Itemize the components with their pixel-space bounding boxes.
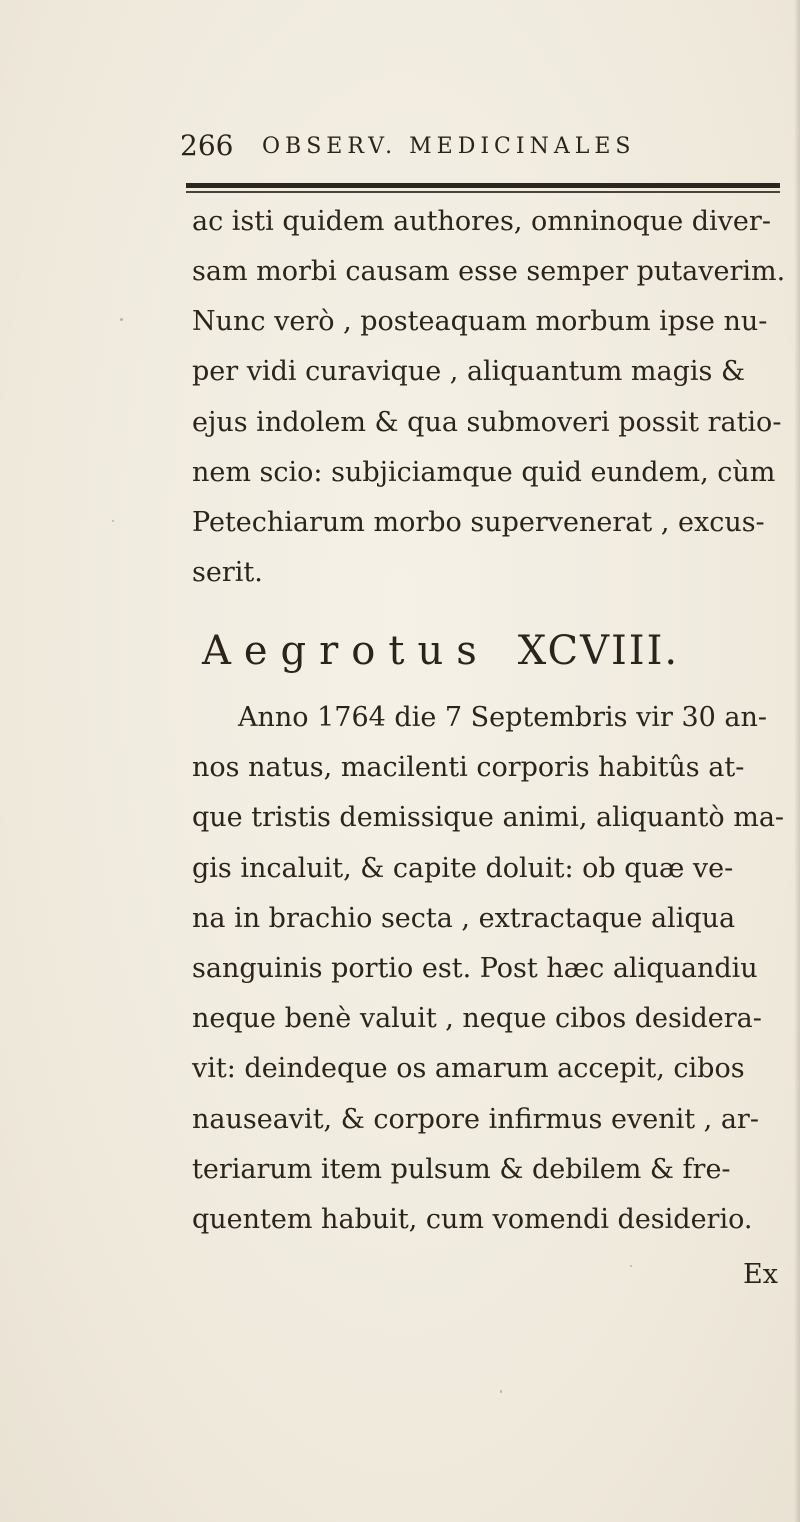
text-line: vit: deindeque os amarum accepit, cibos	[192, 1053, 745, 1084]
text-line: gis incaluit, & capite doluit: ob quæ ve-	[192, 853, 734, 884]
case-heading	[202, 628, 679, 674]
case-heading-word: Aegrotus	[202, 628, 490, 674]
text-line: per vidi curavique , aliquantum magis &	[192, 356, 745, 387]
paper-speck	[112, 520, 114, 522]
text-line: Petechiarum morbo supervenerat , excus-	[192, 507, 765, 538]
text-line: nos natus, macilenti corporis habitûs at-	[192, 752, 745, 783]
text-line: Nunc verò , posteaquam morbum ipse nu-	[192, 306, 768, 337]
running-head: OBSERV. MEDICINALES	[262, 134, 636, 159]
text-line: teriarum item pulsum & debilem & fre-	[192, 1154, 731, 1185]
text-line: Anno 1764 die 7 Septembris vir 30 an-	[238, 702, 768, 733]
text-line: sanguinis portio est. Post hæc aliquandiu	[192, 953, 758, 984]
text-line: ac isti quidem authores, omninoque diver-	[192, 206, 771, 237]
catchword: Ex	[743, 1259, 778, 1290]
paper-speck	[120, 318, 123, 321]
page-edge-shadow	[794, 0, 800, 1522]
text-line: serit.	[192, 557, 263, 588]
header-rule-thick	[186, 183, 780, 188]
page-number: 266	[180, 129, 234, 162]
text-line: ejus indolem & qua submoveri possit ratio-	[192, 407, 782, 438]
text-line: na in brachio secta , extractaque aliqua	[192, 903, 736, 934]
text-line: sam morbi causam esse semper putaverim.	[192, 256, 786, 287]
header-rule-thin	[186, 191, 780, 193]
text-line: que tristis demissique animi, aliquantò ma-	[192, 802, 785, 833]
paper-speck	[630, 1265, 632, 1267]
text-line: nauseavit, & corpore infirmus evenit , ar-	[192, 1104, 759, 1135]
text-line: neque benè valuit , neque cibos desidera-	[192, 1003, 762, 1034]
paper-speck	[500, 1390, 502, 1393]
text-line: nem scio: subjiciamque quid eundem, cùm	[192, 457, 776, 488]
page-header	[180, 128, 780, 168]
text-line: quentem habuit, cum vomendi desiderio.	[192, 1204, 753, 1235]
case-heading-number: XCVIII.	[517, 628, 680, 674]
